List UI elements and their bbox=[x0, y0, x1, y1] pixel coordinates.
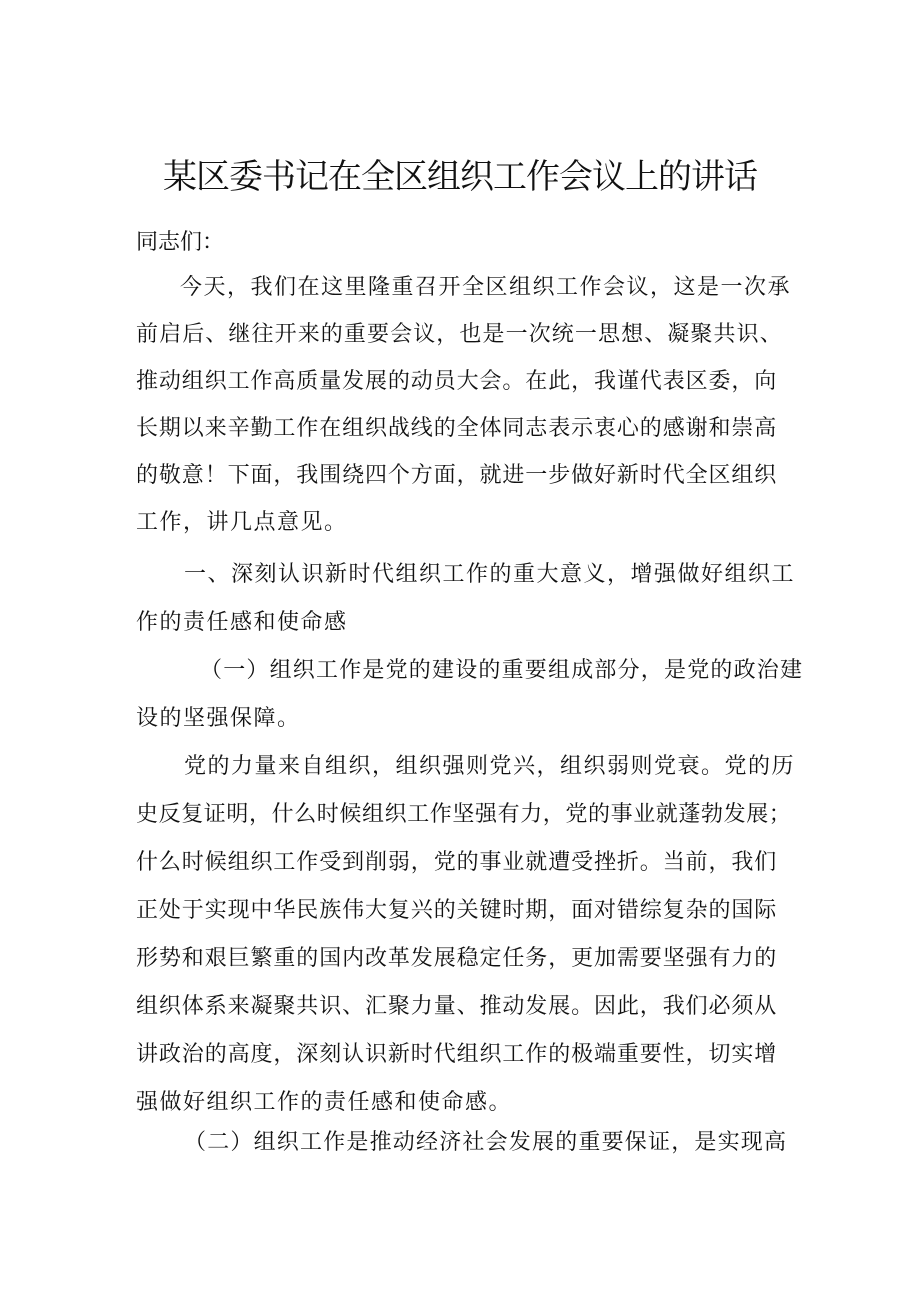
paragraph-line: 形势和艰巨繁重的国内改革发展稳定任务，更加需要坚强有力的 bbox=[136, 946, 778, 971]
subsection-heading-line: （二）组织工作是推动经济社会发展的重要保证，是实现高 bbox=[184, 1130, 788, 1155]
paragraph-line: 什么时候组织工作受到削弱，党的事业就遭受挫折。当前，我们 bbox=[136, 850, 778, 875]
paragraph-line: 长期以来辛勤工作在组织战线的全体同志表示衷心的感谢和崇高 bbox=[136, 416, 778, 441]
document-title: 某区委书记在全区组织工作会议上的讲话 bbox=[163, 157, 757, 197]
paragraph-line: 工作，讲几点意见。 bbox=[136, 510, 348, 535]
subsection-heading-line: （一）组织工作是党的建设的重要组成部分，是党的政治建 bbox=[200, 658, 804, 683]
paragraph-line: 的敬意！下面，我围绕四个方面，就进一步做好新时代全区组织 bbox=[136, 463, 778, 488]
paragraph-line: 推动组织工作高质量发展的动员大会。在此，我谨代表区委，向 bbox=[136, 369, 778, 394]
paragraph-line: 前启后、继往开来的重要会议，也是一次统一思想、凝聚共识、 bbox=[136, 322, 783, 347]
paragraph-line: 正处于实现中华民族伟大复兴的关键时期，面对错综复杂的国际 bbox=[136, 898, 778, 923]
salutation: 同志们： bbox=[136, 230, 225, 255]
paragraph-line: 党的力量来自组织，组织强则党兴，组织弱则党衰。党的历 bbox=[184, 754, 796, 779]
paragraph-line: 今天，我们在这里隆重召开全区组织工作会议，这是一次承 bbox=[180, 275, 792, 300]
paragraph-line: 强做好组织工作的责任感和使命感。 bbox=[136, 1090, 513, 1115]
paragraph-line: 讲政治的高度，深刻认识新时代组织工作的极端重要性，切实增 bbox=[136, 1042, 778, 1067]
section-heading-line: 一、深刻认识新时代组织工作的重大意义，增强做好组织工 bbox=[184, 562, 796, 587]
paragraph-line: 组织体系来凝聚共识、汇聚力量、推动发展。因此，我们必须从 bbox=[136, 994, 778, 1019]
paragraph-line: 史反复证明，什么时候组织工作坚强有力，党的事业就蓬勃发展； bbox=[136, 802, 792, 827]
subsection-heading-line: 设的坚强保障。 bbox=[136, 706, 301, 731]
section-heading-line: 作的责任感和使命感 bbox=[136, 610, 348, 635]
